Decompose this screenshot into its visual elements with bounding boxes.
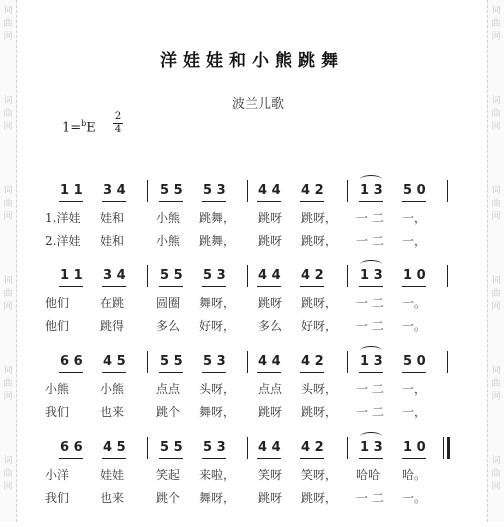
lyric-syllable: 跳呀，	[301, 491, 338, 505]
lyric-syllable: 也来	[100, 405, 125, 419]
eighth-underline	[359, 201, 383, 202]
score-system	[0, 180, 504, 270]
note-group: 1 0	[403, 440, 426, 455]
watermark-glyph: 词	[3, 456, 13, 466]
watermark-glyph: 网	[491, 122, 501, 132]
note-group: 4 4	[258, 268, 281, 283]
lyric-syllable: 圆圈	[156, 296, 181, 310]
lyric-syllable: 小熊	[156, 234, 181, 248]
watermark-glyph: 词	[491, 6, 501, 16]
watermark-glyph: 词	[491, 366, 501, 376]
lyric-syllable: 点点	[156, 382, 181, 396]
lyric-syllable: 一。	[402, 296, 427, 310]
lyric-syllable: 跳呀，	[301, 234, 338, 248]
lyric-syllable: 一，	[402, 211, 427, 225]
watermark-glyph: 网	[3, 122, 13, 132]
lyric-syllable: 跳呀	[258, 211, 283, 225]
note-group: 4 2	[301, 268, 324, 283]
eighth-underline	[257, 201, 281, 202]
watermark-glyph: 曲	[491, 289, 501, 299]
barline	[447, 180, 448, 202]
barline	[147, 437, 148, 459]
watermark-glyph: 曲	[491, 199, 501, 209]
meter-bottom: 4	[114, 124, 122, 135]
barline	[347, 351, 348, 373]
barline	[347, 437, 348, 459]
lyric-syllable: 舞呀，	[199, 491, 236, 505]
key-flat: b	[81, 119, 87, 128]
eighth-underline	[159, 372, 183, 373]
note-group: 4 4	[258, 440, 281, 455]
barline	[247, 351, 248, 373]
note-group: 5 5	[160, 183, 183, 198]
note-group: 3 4	[103, 183, 126, 198]
lyric-syllable: 娃娃	[100, 468, 125, 482]
watermark-glyph: 网	[3, 302, 13, 312]
note-group: 1 0	[403, 268, 426, 283]
key-prefix: 1=	[62, 120, 82, 136]
slur-mark	[360, 260, 382, 269]
lyric-line	[0, 403, 504, 421]
note-group: 5 0	[403, 354, 426, 369]
note-group: 5 3	[203, 354, 226, 369]
watermark-glyph: 词	[3, 366, 13, 376]
watermark-glyph: 网	[491, 32, 501, 42]
lyric-syllable: 跳呀	[258, 296, 283, 310]
note-group: 4 2	[301, 183, 324, 198]
lyric-syllable: 在跳	[100, 296, 125, 310]
watermark-glyph: 词	[491, 96, 501, 106]
watermark-glyph: 网	[491, 482, 501, 492]
watermark-glyph: 曲	[3, 379, 13, 389]
note-group: 6 6	[60, 354, 83, 369]
lyric-syllable: 小熊	[100, 382, 125, 396]
lyric-syllable: 我们	[45, 491, 70, 505]
eighth-underline	[59, 372, 83, 373]
lyric-syllable: 跳呀	[258, 234, 283, 248]
watermark-glyph: 曲	[491, 19, 501, 29]
note-group: 4 2	[301, 440, 324, 455]
note-group: 5 5	[160, 354, 183, 369]
eighth-underline	[59, 201, 83, 202]
lyric-syllable: 一 二	[356, 319, 384, 333]
lyric-syllable: 多么	[156, 319, 181, 333]
lyric-syllable: 一 二	[356, 296, 384, 310]
note-group: 1 3	[360, 354, 383, 369]
lyric-line	[0, 380, 504, 398]
eighth-underline	[159, 201, 183, 202]
lyric-syllable: 小熊	[156, 211, 181, 225]
barline	[247, 265, 248, 287]
lyric-line	[0, 466, 504, 484]
lyric-syllable: 2.洋娃	[45, 234, 81, 248]
lyric-syllable: 笑呀，	[301, 468, 338, 482]
eighth-underline	[59, 286, 83, 287]
note-group: 4 2	[301, 354, 324, 369]
lyric-syllable: 笑呀	[258, 468, 283, 482]
score-system	[0, 437, 504, 527]
eighth-underline	[300, 286, 324, 287]
lyric-syllable: 我们	[45, 405, 70, 419]
note-group: 4 4	[258, 354, 281, 369]
lyric-syllable: 一，	[402, 382, 427, 396]
note-group: 5 3	[203, 268, 226, 283]
song-title: 洋娃娃和小熊跳舞	[160, 51, 344, 71]
final-barline	[447, 437, 450, 459]
lyric-line	[0, 489, 504, 507]
notes-line	[0, 265, 504, 287]
lyric-syllable: 好呀，	[199, 319, 236, 333]
eighth-underline	[202, 286, 226, 287]
lyric-syllable: 1.洋娃	[45, 211, 81, 225]
lyric-syllable: 跳呀，	[301, 296, 338, 310]
lyric-syllable: 一 二	[356, 382, 384, 396]
eighth-underline	[102, 458, 126, 459]
lyric-syllable: 跳个	[156, 405, 181, 419]
slur-mark	[360, 346, 382, 355]
eighth-underline	[102, 201, 126, 202]
eighth-underline	[59, 458, 83, 459]
eighth-underline	[202, 372, 226, 373]
watermark-glyph: 曲	[491, 379, 501, 389]
lyric-syllable: 哈。	[402, 468, 427, 482]
watermark-glyph: 词	[3, 96, 13, 106]
barline	[147, 265, 148, 287]
lyric-syllable: 一，	[402, 234, 427, 248]
lyric-syllable: 也来	[100, 491, 125, 505]
lyric-syllable: 跳得	[100, 319, 125, 333]
eighth-underline	[402, 286, 426, 287]
watermark-glyph: 网	[491, 302, 501, 312]
note-group: 4 4	[258, 183, 281, 198]
lyric-syllable: 他们	[45, 296, 70, 310]
eighth-underline	[300, 372, 324, 373]
notes-line	[0, 351, 504, 373]
watermark-glyph: 网	[491, 392, 501, 402]
lyric-syllable: 一 二	[356, 234, 384, 248]
barline	[347, 265, 348, 287]
watermark-glyph: 曲	[3, 289, 13, 299]
eighth-underline	[359, 458, 383, 459]
lyric-syllable: 小洋	[45, 468, 70, 482]
key-signature	[62, 119, 96, 135]
lyric-syllable: 好呀，	[301, 319, 338, 333]
watermark-glyph: 曲	[491, 469, 501, 479]
lyric-syllable: 跳个	[156, 491, 181, 505]
watermark-glyph: 网	[491, 212, 501, 222]
watermark-glyph: 词	[3, 186, 13, 196]
key-note: E	[86, 120, 96, 136]
eighth-underline	[402, 372, 426, 373]
lyric-syllable: 点点	[258, 382, 283, 396]
note-group: 5 0	[403, 183, 426, 198]
lyric-syllable: 跳呀	[258, 405, 283, 419]
lyric-syllable: 娃和	[100, 234, 125, 248]
watermark-glyph: 曲	[3, 19, 13, 29]
lyric-syllable: 舞呀，	[199, 405, 236, 419]
eighth-underline	[202, 201, 226, 202]
watermark-glyph: 曲	[3, 199, 13, 209]
eighth-underline	[359, 286, 383, 287]
eighth-underline	[257, 286, 281, 287]
lyric-syllable: 一 二	[356, 211, 384, 225]
lyric-syllable: 他们	[45, 319, 70, 333]
lyric-syllable: 一 二	[356, 491, 384, 505]
notes-line	[0, 437, 504, 459]
watermark-glyph: 曲	[3, 469, 13, 479]
barline	[247, 180, 248, 202]
watermark-glyph: 网	[3, 32, 13, 42]
lyric-syllable: 头呀，	[301, 382, 338, 396]
note-group: 1 1	[60, 268, 83, 283]
time-signature	[113, 112, 123, 135]
score-system	[0, 351, 504, 441]
lyric-syllable: 一，	[402, 405, 427, 419]
note-group: 5 5	[160, 268, 183, 283]
slur-mark	[360, 175, 382, 184]
eighth-underline	[402, 458, 426, 459]
watermark-glyph: 词	[491, 456, 501, 466]
lyric-line	[0, 317, 504, 335]
song-attribution: 波兰儿歌	[232, 97, 285, 112]
note-group: 1 3	[360, 440, 383, 455]
note-group: 5 5	[160, 440, 183, 455]
lyric-syllable: 笑起	[156, 468, 181, 482]
lyric-syllable: 跳舞，	[199, 234, 236, 248]
lyric-syllable: 跳呀，	[301, 211, 338, 225]
barline	[347, 180, 348, 202]
eighth-underline	[359, 372, 383, 373]
barline	[447, 265, 448, 287]
lyric-line	[0, 232, 504, 250]
lyric-syllable: 小熊	[45, 382, 70, 396]
watermark-glyph: 词	[491, 276, 501, 286]
score-system	[0, 265, 504, 355]
note-group: 5 3	[203, 183, 226, 198]
note-group: 1 3	[360, 268, 383, 283]
lyric-line	[0, 209, 504, 227]
eighth-underline	[257, 458, 281, 459]
lyric-line	[0, 294, 504, 312]
eighth-underline	[159, 286, 183, 287]
barline	[443, 437, 444, 459]
barline	[147, 351, 148, 373]
note-group: 6 6	[60, 440, 83, 455]
note-group: 5 3	[203, 440, 226, 455]
eighth-underline	[300, 201, 324, 202]
lyric-syllable: 头呀，	[199, 382, 236, 396]
eighth-underline	[102, 286, 126, 287]
watermark-glyph: 词	[3, 6, 13, 16]
note-group: 1 3	[360, 183, 383, 198]
note-group: 3 4	[103, 268, 126, 283]
slur-mark	[360, 432, 382, 441]
eighth-underline	[102, 372, 126, 373]
eighth-underline	[202, 458, 226, 459]
lyric-syllable: 多么	[258, 319, 283, 333]
lyric-syllable: 来啦，	[199, 468, 236, 482]
lyric-syllable: 跳呀	[258, 491, 283, 505]
lyric-syllable: 一 二	[356, 405, 384, 419]
lyric-syllable: 跳呀，	[301, 405, 338, 419]
barline	[147, 180, 148, 202]
lyric-syllable: 哈哈	[356, 468, 381, 482]
eighth-underline	[257, 372, 281, 373]
watermark-glyph: 词	[491, 186, 501, 196]
eighth-underline	[402, 201, 426, 202]
barline	[447, 351, 448, 373]
lyric-syllable: 舞呀，	[199, 296, 236, 310]
watermark-glyph: 曲	[491, 109, 501, 119]
lyric-syllable: 娃和	[100, 211, 125, 225]
barline	[247, 437, 248, 459]
eighth-underline	[159, 458, 183, 459]
lyric-syllable: 跳舞，	[199, 211, 236, 225]
watermark-glyph: 词	[3, 276, 13, 286]
watermark-glyph: 网	[3, 212, 13, 222]
watermark-glyph: 网	[3, 482, 13, 492]
lyric-syllable: 一。	[402, 491, 427, 505]
note-group: 4 5	[103, 440, 126, 455]
lyric-syllable: 一。	[402, 319, 427, 333]
meter-top: 2	[114, 111, 122, 122]
note-group: 4 5	[103, 354, 126, 369]
watermark-glyph: 网	[3, 392, 13, 402]
notes-line	[0, 180, 504, 202]
watermark-glyph: 曲	[3, 109, 13, 119]
note-group: 1 1	[60, 183, 83, 198]
eighth-underline	[300, 458, 324, 459]
